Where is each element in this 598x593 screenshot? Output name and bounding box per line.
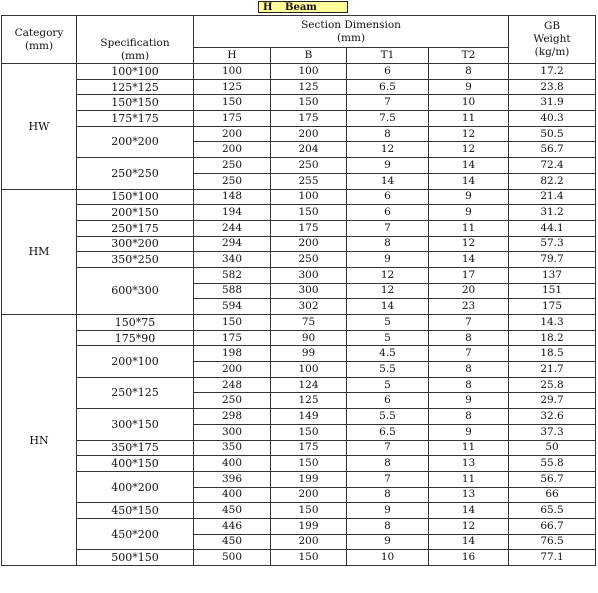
cell-t1: 8	[347, 518, 429, 534]
cell-h: 244	[194, 220, 271, 236]
cell-b: 255	[271, 173, 347, 189]
cell-t2: 8	[429, 330, 509, 346]
header-specification-line1: Specification	[100, 37, 170, 49]
table-row	[2, 158, 596, 174]
cell-weight: 76.5	[509, 534, 596, 550]
cell-b: 149	[271, 409, 347, 425]
specification-cell: 150*75	[77, 315, 194, 331]
cell-t2: 8	[429, 362, 509, 378]
cell-b: 99	[271, 346, 347, 362]
cell-weight: 57.3	[509, 236, 596, 252]
cell-h: 588	[194, 283, 271, 299]
specification-cell: 600*300	[77, 267, 194, 314]
specification-cell: 200*100	[77, 346, 194, 377]
header-specification-line2: (mm)	[120, 50, 150, 62]
specification-cell: 250*250	[77, 158, 194, 189]
header-section-dimension-line1: Section Dimension	[301, 18, 401, 31]
cell-h: 500	[194, 550, 271, 566]
cell-t2: 14	[429, 173, 509, 189]
cell-b: 204	[271, 142, 347, 158]
specification-cell: 250*125	[77, 377, 194, 408]
cell-t1: 5	[347, 330, 429, 346]
cell-t1: 5	[347, 377, 429, 393]
cell-weight: 151	[509, 283, 596, 299]
cell-weight: 175	[509, 299, 596, 315]
cell-t2: 7	[429, 315, 509, 331]
table-row	[2, 409, 596, 425]
cell-b: 200	[271, 126, 347, 142]
cell-t2: 12	[429, 126, 509, 142]
table-title	[258, 1, 348, 13]
specification-cell: 500*150	[77, 550, 194, 566]
table-row	[2, 267, 596, 283]
cell-b: 150	[271, 95, 347, 111]
cell-b: 125	[271, 393, 347, 409]
cell-h: 125	[194, 79, 271, 95]
cell-b: 150	[271, 456, 347, 472]
cell-h: 248	[194, 377, 271, 393]
cell-h: 194	[194, 205, 271, 221]
title-bar	[0, 0, 598, 15]
cell-h: 450	[194, 503, 271, 519]
table-row	[2, 205, 596, 221]
cell-weight: 72.4	[509, 158, 596, 174]
cell-t2: 13	[429, 456, 509, 472]
specification-cell: 300*200	[77, 236, 194, 252]
cell-t1: 6	[347, 189, 429, 205]
cell-t2: 16	[429, 550, 509, 566]
cell-h: 446	[194, 518, 271, 534]
header-specification	[77, 16, 194, 64]
cell-b: 100	[271, 64, 347, 80]
table-row	[2, 126, 596, 142]
cell-weight: 137	[509, 267, 596, 283]
table-body	[2, 64, 596, 566]
cell-h: 250	[194, 173, 271, 189]
cell-weight: 55.8	[509, 456, 596, 472]
cell-h: 400	[194, 487, 271, 503]
table-row	[2, 503, 596, 519]
table-row	[2, 79, 596, 95]
specification-cell: 250*175	[77, 220, 194, 236]
cell-h: 150	[194, 95, 271, 111]
table-row	[2, 64, 596, 80]
table-row	[2, 220, 596, 236]
cell-t2: 12	[429, 236, 509, 252]
table-row	[2, 471, 596, 487]
cell-t2: 20	[429, 283, 509, 299]
cell-t1: 7	[347, 440, 429, 456]
cell-weight: 65.5	[509, 503, 596, 519]
cell-t2: 9	[429, 205, 509, 221]
cell-t1: 6.5	[347, 424, 429, 440]
cell-h: 198	[194, 346, 271, 362]
cell-h: 250	[194, 158, 271, 174]
table-row	[2, 377, 596, 393]
cell-t1: 9	[347, 158, 429, 174]
cell-weight: 17.2	[509, 64, 596, 80]
specification-cell: 175*175	[77, 111, 194, 127]
cell-t2: 13	[429, 487, 509, 503]
table-row	[2, 111, 596, 127]
table-row	[2, 518, 596, 534]
cell-weight: 66	[509, 487, 596, 503]
specification-cell: 200*200	[77, 126, 194, 157]
cell-b: 75	[271, 315, 347, 331]
cell-weight: 21.4	[509, 189, 596, 205]
cell-t1: 4.5	[347, 346, 429, 362]
cell-weight: 66.7	[509, 518, 596, 534]
header-section-dimension-line2: (mm)	[336, 31, 366, 44]
cell-weight: 79.7	[509, 252, 596, 268]
specification-cell: 100*100	[77, 64, 194, 80]
cell-t2: 12	[429, 518, 509, 534]
cell-t2: 23	[429, 299, 509, 315]
cell-h: 582	[194, 267, 271, 283]
table-row	[2, 346, 596, 362]
cell-h: 298	[194, 409, 271, 425]
cell-weight: 21.7	[509, 362, 596, 378]
cell-weight: 32.6	[509, 409, 596, 425]
cell-t1: 8	[347, 456, 429, 472]
cell-t1: 9	[347, 503, 429, 519]
cell-b: 90	[271, 330, 347, 346]
cell-t1: 12	[347, 283, 429, 299]
header-category-line1: Category	[14, 26, 64, 39]
cell-weight: 18.2	[509, 330, 596, 346]
cell-t2: 8	[429, 409, 509, 425]
header-gb-weight-line1: GB	[543, 20, 561, 32]
cell-b: 150	[271, 550, 347, 566]
cell-t2: 11	[429, 220, 509, 236]
cell-b: 100	[271, 189, 347, 205]
cell-t2: 9	[429, 393, 509, 409]
cell-b: 300	[271, 283, 347, 299]
cell-b: 199	[271, 518, 347, 534]
cell-b: 300	[271, 267, 347, 283]
cell-b: 199	[271, 471, 347, 487]
cell-t2: 14	[429, 158, 509, 174]
header-section-dimension	[194, 16, 509, 48]
cell-t1: 12	[347, 142, 429, 158]
cell-b: 250	[271, 252, 347, 268]
cell-h: 200	[194, 142, 271, 158]
cell-t2: 17	[429, 267, 509, 283]
table-row	[2, 252, 596, 268]
cell-t1: 6.5	[347, 79, 429, 95]
cell-h: 300	[194, 424, 271, 440]
cell-h: 150	[194, 315, 271, 331]
title-part-1: H	[263, 2, 273, 13]
cell-weight: 40.3	[509, 111, 596, 127]
cell-weight: 50.5	[509, 126, 596, 142]
cell-weight: 25.8	[509, 377, 596, 393]
cell-t2: 8	[429, 64, 509, 80]
header-b: B	[271, 48, 347, 64]
cell-h: 400	[194, 456, 271, 472]
cell-t1: 7	[347, 471, 429, 487]
cell-weight: 82.2	[509, 173, 596, 189]
cell-t1: 5.5	[347, 409, 429, 425]
category-cell: HN	[2, 315, 77, 566]
cell-b: 150	[271, 205, 347, 221]
cell-b: 250	[271, 158, 347, 174]
cell-t2: 7	[429, 346, 509, 362]
cell-t1: 5.5	[347, 362, 429, 378]
cell-h: 175	[194, 330, 271, 346]
cell-t2: 14	[429, 503, 509, 519]
specification-cell: 175*90	[77, 330, 194, 346]
header-category	[2, 16, 77, 64]
cell-t1: 7	[347, 95, 429, 111]
cell-weight: 29.7	[509, 393, 596, 409]
specification-cell: 400*150	[77, 456, 194, 472]
cell-h: 294	[194, 236, 271, 252]
cell-t1: 14	[347, 299, 429, 315]
cell-b: 100	[271, 362, 347, 378]
cell-h: 175	[194, 111, 271, 127]
table-header	[2, 16, 596, 64]
header-h: H	[194, 48, 271, 64]
table-row	[2, 315, 596, 331]
cell-t2: 9	[429, 79, 509, 95]
title-part-2: Beam	[285, 2, 317, 13]
cell-weight: 14.3	[509, 315, 596, 331]
specification-cell: 300*150	[77, 409, 194, 440]
cell-t1: 7	[347, 220, 429, 236]
cell-h: 148	[194, 189, 271, 205]
cell-b: 175	[271, 111, 347, 127]
cell-t1: 9	[347, 252, 429, 268]
cell-t1: 10	[347, 550, 429, 566]
cell-t1: 14	[347, 173, 429, 189]
cell-weight: 50	[509, 440, 596, 456]
cell-b: 200	[271, 534, 347, 550]
cell-b: 175	[271, 440, 347, 456]
cell-h: 396	[194, 471, 271, 487]
cell-weight: 18.5	[509, 346, 596, 362]
cell-t1: 6	[347, 205, 429, 221]
cell-t2: 9	[429, 189, 509, 205]
category-cell: HW	[2, 64, 77, 190]
cell-b: 150	[271, 424, 347, 440]
table-row	[2, 236, 596, 252]
cell-weight: 56.7	[509, 142, 596, 158]
cell-t1: 8	[347, 236, 429, 252]
cell-t1: 7.5	[347, 111, 429, 127]
header-t2: T2	[429, 48, 509, 64]
cell-h: 100	[194, 64, 271, 80]
specification-cell: 400*200	[77, 471, 194, 502]
cell-h: 250	[194, 393, 271, 409]
table-row	[2, 550, 596, 566]
table-row	[2, 330, 596, 346]
cell-b: 302	[271, 299, 347, 315]
table-row	[2, 440, 596, 456]
table-row	[2, 95, 596, 111]
cell-h: 594	[194, 299, 271, 315]
specification-cell: 350*250	[77, 252, 194, 268]
cell-h: 340	[194, 252, 271, 268]
cell-weight: 77.1	[509, 550, 596, 566]
cell-t1: 5	[347, 315, 429, 331]
cell-b: 175	[271, 220, 347, 236]
cell-t1: 8	[347, 487, 429, 503]
cell-t2: 12	[429, 142, 509, 158]
cell-h: 200	[194, 126, 271, 142]
cell-t2: 11	[429, 440, 509, 456]
cell-h: 200	[194, 362, 271, 378]
specification-cell: 350*175	[77, 440, 194, 456]
specification-cell: 150*150	[77, 95, 194, 111]
cell-t2: 14	[429, 534, 509, 550]
header-t1: T1	[347, 48, 429, 64]
h-beam-table	[1, 15, 596, 566]
cell-t1: 8	[347, 126, 429, 142]
cell-t1: 6	[347, 393, 429, 409]
cell-weight: 31.2	[509, 205, 596, 221]
cell-t2: 14	[429, 252, 509, 268]
cell-b: 200	[271, 236, 347, 252]
header-gb-weight	[509, 16, 596, 64]
cell-t1: 6	[347, 64, 429, 80]
specification-cell: 200*150	[77, 205, 194, 221]
cell-weight: 44.1	[509, 220, 596, 236]
cell-b: 124	[271, 377, 347, 393]
header-category-line2: (mm)	[24, 39, 54, 52]
cell-weight: 31.9	[509, 95, 596, 111]
cell-t2: 11	[429, 111, 509, 127]
cell-weight: 56.7	[509, 471, 596, 487]
cell-t1: 9	[347, 534, 429, 550]
table-row	[2, 189, 596, 205]
cell-t2: 9	[429, 424, 509, 440]
specification-cell: 450*200	[77, 518, 194, 549]
cell-weight: 23.8	[509, 79, 596, 95]
specification-cell: 125*125	[77, 79, 194, 95]
cell-weight: 37.3	[509, 424, 596, 440]
header-gb-weight-line3: (kg/m)	[534, 46, 570, 58]
cell-h: 350	[194, 440, 271, 456]
category-cell: HM	[2, 189, 77, 315]
cell-b: 200	[271, 487, 347, 503]
header-gb-weight-line2: Weight	[533, 33, 571, 45]
cell-b: 150	[271, 503, 347, 519]
cell-h: 450	[194, 534, 271, 550]
table-row	[2, 456, 596, 472]
cell-t2: 10	[429, 95, 509, 111]
specification-cell: 150*100	[77, 189, 194, 205]
cell-t1: 12	[347, 267, 429, 283]
cell-t2: 8	[429, 377, 509, 393]
cell-t2: 11	[429, 471, 509, 487]
cell-b: 125	[271, 79, 347, 95]
specification-cell: 450*150	[77, 503, 194, 519]
